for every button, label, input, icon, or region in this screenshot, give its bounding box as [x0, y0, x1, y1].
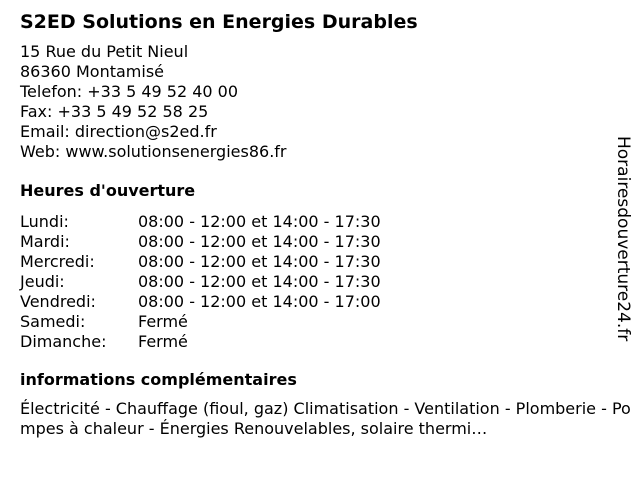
address-city: 86360 Montamisé [20, 62, 165, 81]
hours-value: 08:00 - 12:00 et 14:00 - 17:30 [138, 212, 381, 231]
day-label: Vendredi: [20, 292, 96, 311]
hours-value: Fermé [138, 312, 188, 331]
hours-title: Heures d'ouverture [20, 181, 196, 200]
info-title: informations complémentaires [20, 370, 297, 389]
hours-value: Fermé [138, 332, 188, 351]
business-name: S2ED Solutions en Energies Durables [20, 11, 418, 33]
email-address: Email: direction@s2ed.fr [20, 122, 217, 141]
address-street: 15 Rue du Petit Nieul [20, 42, 189, 61]
hours-row [20, 232, 620, 252]
day-label: Lundi: [20, 212, 69, 231]
day-label: Jeudi: [20, 272, 65, 291]
fax-number: Fax: +33 5 49 52 58 25 [20, 102, 209, 121]
hours-row [20, 332, 620, 352]
hours-value: 08:00 - 12:00 et 14:00 - 17:00 [138, 292, 381, 311]
day-label: Samedi: [20, 312, 86, 331]
hours-row [20, 292, 620, 312]
day-label: Dimanche: [20, 332, 107, 351]
website: Web: www.solutionsenergies86.fr [20, 142, 287, 161]
day-label: Mardi: [20, 232, 70, 251]
hours-value: 08:00 - 12:00 et 14:00 - 17:30 [138, 232, 381, 251]
hours-value: 08:00 - 12:00 et 14:00 - 17:30 [138, 272, 381, 291]
hours-row [20, 252, 620, 272]
contact-block [20, 42, 620, 162]
hours-row [20, 312, 620, 332]
hours-value: 08:00 - 12:00 et 14:00 - 17:30 [138, 252, 381, 271]
day-label: Mercredi: [20, 252, 95, 271]
phone-number: Telefon: +33 5 49 52 40 00 [20, 82, 239, 101]
hours-row [20, 212, 620, 232]
hours-table [20, 212, 620, 352]
info-description: Électricité - Chauffage (fioul, gaz) Climatisation - Ventilation - Plomberie - Pompes à chaleur - Énergies Renouvelables, solaire thermi… [20, 399, 631, 438]
hours-row [20, 272, 620, 292]
site-watermark: Horairesdouverture24.fr [613, 136, 633, 342]
